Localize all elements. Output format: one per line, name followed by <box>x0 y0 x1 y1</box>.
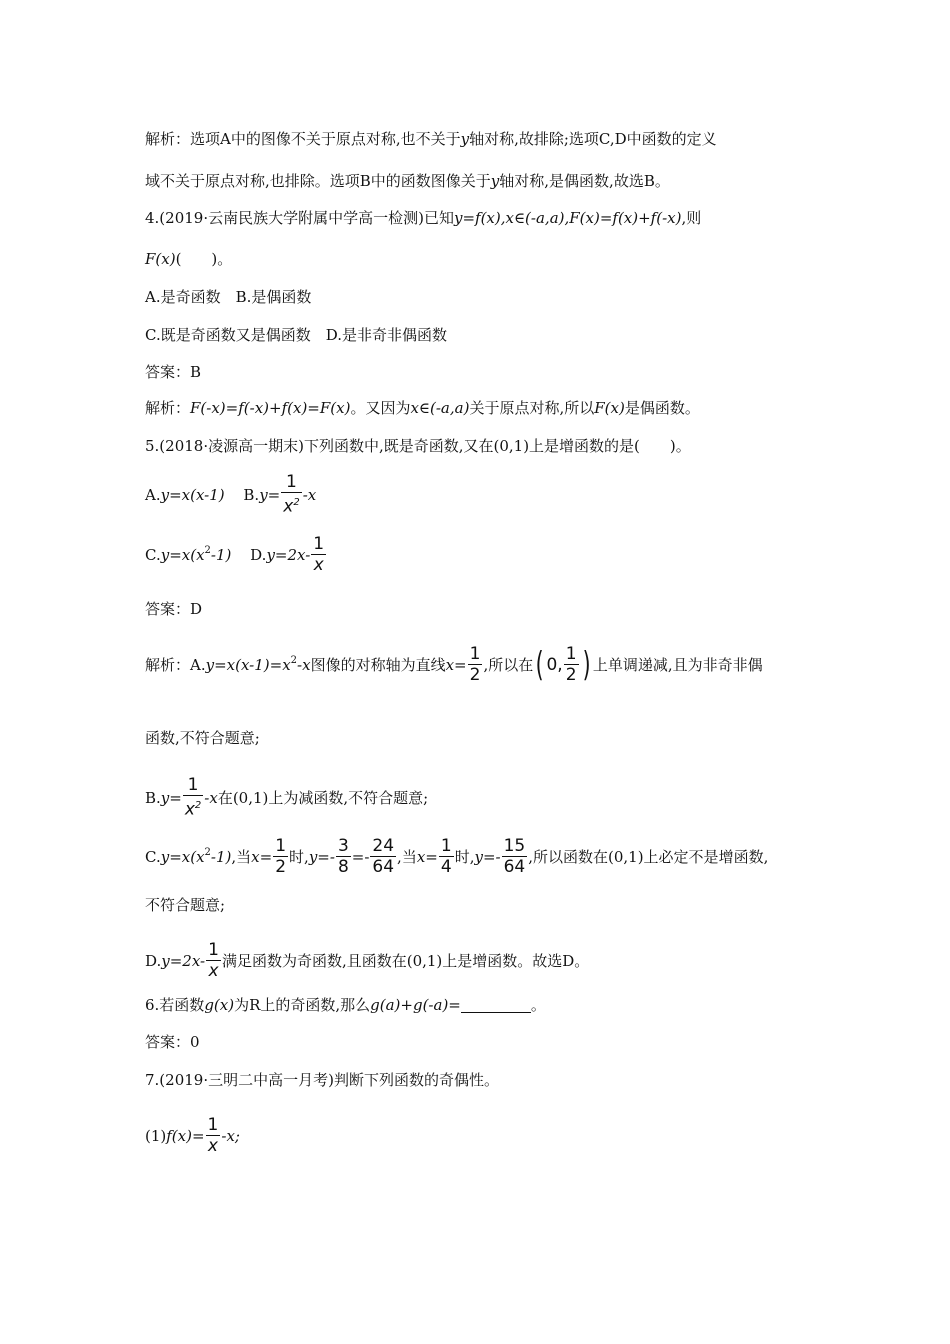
question-4-answer: 答案：B <box>145 363 202 381</box>
question-5-explanation-b: B.y= $\frac{1}{x^2}$ -x在(0,1)上为减函数,不符合题意; <box>145 775 429 820</box>
question-5-answer: 答案：D <box>145 600 203 618</box>
fraction: $\frac{1}{x}$ <box>313 534 325 575</box>
question-5-options-ab: A.y=x(x-1) B.y= $\frac{1}{x^2}$ -x <box>145 472 317 517</box>
explanation-q3-line1: 解析：选项A中的图像不关于原点对称,也不关于y轴对称,故排除;选项C,D中函数的定义 <box>145 130 717 148</box>
answer-blank <box>461 998 531 1013</box>
question-4-stem: 4.(2019·云南民族大学附属中学高一检测)已知y=f(x),x∈(-a,a),F(x)=f(x)+f(-x),则 <box>145 209 702 227</box>
fraction: $\frac{1}{2}$ <box>275 836 287 877</box>
question-5-options-cd: $C.y=x(x^2-1)$ D.y=2x- $\frac{1}{x}$ <box>145 534 325 575</box>
question-5-explanation-c-cont: 不符合题意; <box>145 896 226 914</box>
question-4-stem-cont: F(x)( )。 <box>145 250 233 268</box>
fraction: $\frac{1}{4}$ <box>440 836 452 877</box>
question-5-explanation-a: 解析：$A.y=x(x-1)=x^2-x$图像的对称轴为直线x= $\frac{1}{2}$ ,所以在( 0, $\frac{1}{2}$ ) 上单调递减,且为非奇非偶 <box>145 644 763 685</box>
fraction: $\frac{24}{64}$ <box>372 836 395 877</box>
fraction: $\frac{1}{x^2}$ <box>283 472 300 517</box>
explanation-q3-line2: 域不关于原点对称,也排除。选项B中的函数图像关于y轴对称,是偶函数,故选B。 <box>145 172 670 190</box>
question-5-explanation-a-cont: 函数,不符合题意; <box>145 729 260 747</box>
question-7-stem: 7.(2019·三明二中高一月考)判断下列函数的奇偶性。 <box>145 1071 499 1089</box>
question-4-options-cd: C.既是奇函数又是偶函数 D.是非奇非偶函数 <box>145 326 447 344</box>
question-6-answer: 答案：0 <box>145 1033 200 1051</box>
question-6-stem: 6.若函数g(x)为R上的奇函数,那么g(a)+g(-a)= 。 <box>145 996 546 1014</box>
question-5-explanation-d: D.y=2x- $\frac{1}{x}$ 满足函数为奇函数,且函数在(0,1)上是增函数。故选D。 <box>145 940 590 981</box>
fraction: $\frac{1}{2}$ <box>469 644 481 685</box>
question-4-options-ab: A.是奇函数 B.是偶函数 <box>145 288 312 306</box>
fraction: $\frac{1}{x^2}$ <box>184 775 202 820</box>
fraction: $\frac{1}{2}$ <box>565 644 577 685</box>
fraction: $\frac{3}{8}$ <box>337 836 349 877</box>
question-7-part-1: (1)f(x)= $\frac{1}{x}$ -x; <box>145 1115 240 1156</box>
question-5-stem: 5.(2018·凌源高一期末)下列函数中,既是奇函数,又在(0,1)上是增函数的是( )。 <box>145 437 691 455</box>
question-5-explanation-c: $C.y=x(x^2-1)$,当x= $\frac{1}{2}$ 时,y=- $\frac{3}{8}$ =- $\frac{24}{64}$ ,当x= $\frac{1}{4}$ 时,y=- $\frac{15}{64}$ ,所以函数在(0,1)上必定不是增函数, <box>145 836 769 877</box>
fraction: $\frac{15}{64}$ <box>503 836 526 877</box>
fraction: $\frac{1}{x}$ <box>208 940 219 981</box>
fraction: $\frac{1}{x}$ <box>207 1115 219 1156</box>
question-4-explanation: 解析：F(-x)=f(-x)+f(x)=F(x)。又因为x∈(-a,a)关于原点对称,所以F(x)是偶函数。 <box>145 399 700 417</box>
